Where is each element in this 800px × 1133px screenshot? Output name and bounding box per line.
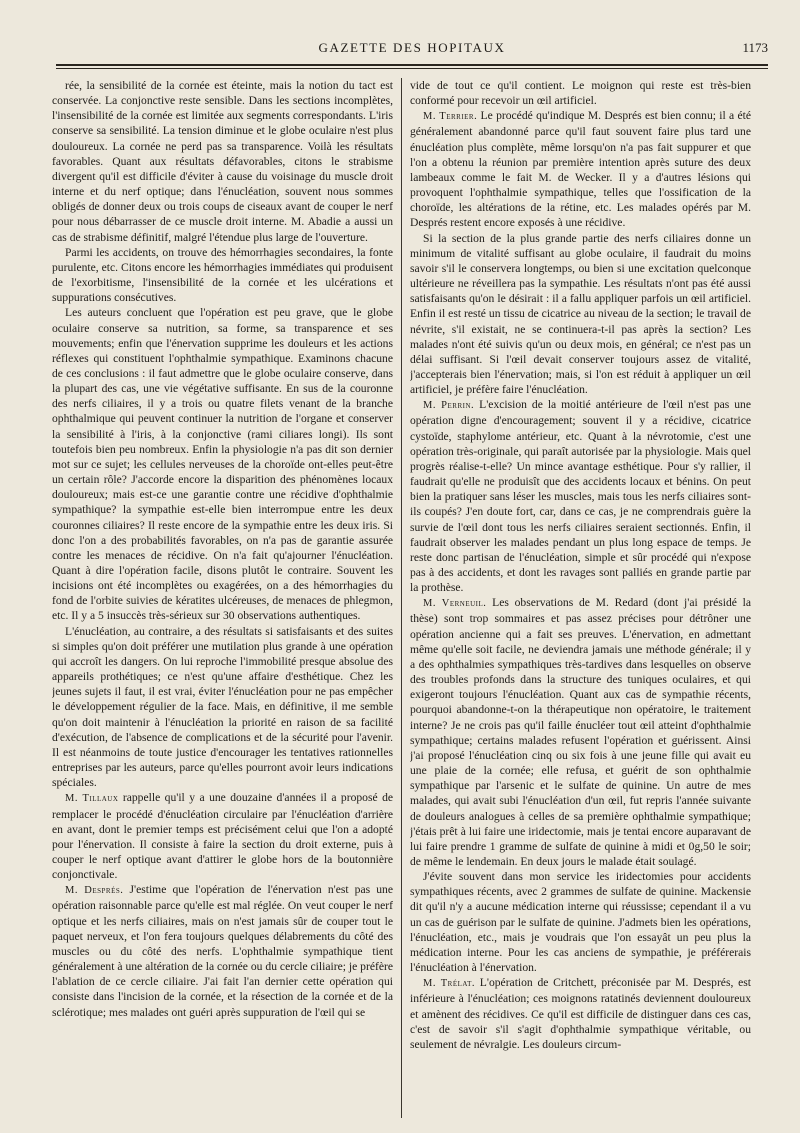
paragraph	[52, 624, 393, 791]
paragraph	[52, 245, 393, 306]
paragraph	[410, 869, 751, 975]
speaker-name: M. Perrin.	[423, 400, 475, 412]
speaker-name: M. Després.	[65, 885, 124, 897]
paragraph-text: rappelle qu'il y a une douzaine d'années il a proposé de remplacer le procédé d'énucléation circulaire par l'énucléation d'arrière en avant, dont le premier temps est précisément celui que l'on a adopté pour l'énervation. Il consiste à faire la section du droit externe, puis à couper le nerf optique avant d'attirer le globe hors de la boutonnière conjonctivale.	[52, 791, 393, 882]
column-divider	[401, 78, 402, 1118]
paragraph	[410, 108, 751, 230]
paragraph	[52, 882, 393, 1019]
paragraph-text: Les auteurs concluent que l'opération est peu grave, que le globe oculaire conserve sa nutrition, sa forme, sa transparence et ses mouvements; enfin que l'énervation supprime les douleurs et les actions réflexes qui constituent l'ophthalmie sympathique. Examinons chacune de ces conclusions : il faut admettre que le globe oculaire conserve, dans la plupart des cas, une vie végétative suffisante. En sus de la couronne des nerfs ciliaires, il y a trois ou quatre filets venant de la branche ophthalmique qui peuvent continuer la nutrition de l'organe et conserver la sensibilité à l'iris, à la conjonctive (rami ciliares longi). Ils sont toutefois bien peu nombreux. Enfin la physiologie n'a pas dit son dernier mot sur ce sujet; les cellules nerveuses de la choroïde ont-elles peut-être un certain rôle? J'accorde encore la disparition des phénomènes locaux douloureux; mais est-ce une garantie contre une récidive d'ophthalmie sympathique? la sympathie est-elle bien interrompue entre les deux couronnes ciliaires? Il reste encore de la sympathie entre les deux iris. Si donc l'on a des probabilités favorables, on n'a pas de garantie assurée contre les menaces de récidive. On n'a fait qu'ajourner l'énucléation. Quant à dire l'opération facile, disons plutôt le contraire. Souvent les incisions ont été incomplètes ou exagérées, on a des hémorrhagies du fond de l'orbite suivies de kératites ulcéreuses, de menaces de phlegmon, etc. Il y a 5 insuccès très-sérieux sur 30 observations authentiques.	[52, 306, 393, 623]
right-column	[410, 78, 751, 1118]
paragraph-text: Le procédé qu'indique M. Després est bien connu; il a été généralement abandonné parce qu'il faut souvent faire plus tard une énucléation plus complète, même lorsqu'on n'a pas fait suppurer et que l'on a obtenu la réunion par première intention après suture des deux lambeaux comme le fait M. de Wecker. Il y a d'autres lésions qui provoquent l'ophthalmie sympathique, telles que l'ossification de la choroïde, les altérations de la rétine, etc. Les malades opérés par M. Després restent encore exposés à une récidive.	[410, 109, 751, 230]
paragraph-text: rée, la sensibilité de la cornée est éteinte, mais la notion du tact est conservée. La conjonctive reste sensible. Dans les sections incomplètes, l'insensibilité de la cornée est limitée aux segments correspondants. L'iris conserve sa sensibilité. La tension diminue et le globe oculaire n'est plus douloureux. La cornée ne perd pas sa transparence. Voilà les résultats favorables. Quant aux résultats défavorables, citons le strabisme divergent qu'il est difficile d'éviter à cause du voisinage du muscle droit interne et du nerf optique; dans l'énucléation, souvent nous sommes obligés de donner deux ou trois coups de ciseaux avant de couper le nerf pour nous débarrasser de ce muscle droit interne. M. Abadie a aussi un cas de strabisme définitif, malgré l'étendue plus large de l'ouverture.	[52, 79, 393, 244]
paragraph	[52, 790, 393, 882]
paragraph	[410, 595, 751, 869]
paragraph	[410, 78, 751, 108]
paragraph-text: Les observations de M. Redard (dont j'ai présidé la thèse) sont trop sommaires et pas assez précises pour détrôner une opération ancienne qui a fait ses preuves. L'énervation, en admettant même qu'elle soit facile, ne deviendra jamais une méthode générale; il y a des ophthalmies sympathiques très-tardives dans lesquelles on observe des troubles profonds dans la structure des tuniques oculaires, et qui exigeront toujours l'énucléation. Quant aux cas de sympathie récents, pourquoi abandonne-t-on la thérapeutique non opératoire, le traitement interne? Je ne crois pas qu'il faille énucléer tout œil atteint d'ophthalmie sympathique; certains malades refusent l'opération et guérissent. Ainsi j'ai proposé l'énucléation cinq ou six fois à une jeune fille qui avait eu une plaie de la cornée; elle refusa, et guérit de son ophthalmie sympathique par l'arsenic et le sulfate de quinine. Un autre de mes malades, qui avait subi l'énucléation d'un œil, fut repris l'année suivante de douleurs analogues à celles de sa première ophthalmie sympathique; j'étais prêt à lui faire une iridectomie, mais je tentai encore auparavant de lui faire prendre 1 gramme de sulfate de quinine à midi et 0g,50 le soir; de même le lendemain. En deux jours le malade était soulagé.	[410, 596, 751, 868]
publication-title: GAZETTE DES HOPITAUX	[318, 40, 506, 55]
paragraph-text: L'opération de Critchett, préconisée par M. Després, est inférieure à l'énucléation; ces moignons ratatinés deviennent douloureux et amènent des récidives. Ce qu'il est difficile de distinguer dans ces cas, c'est de savoir s'il s'agit d'ophthalmie sympathique véritable, ou seulement de névralgie. Les douleurs circum-	[410, 976, 751, 1051]
left-column	[52, 78, 393, 1118]
paragraph	[52, 78, 393, 245]
paragraph-text: L'excision de la moitié antérieure de l'œil n'est pas une opération digne d'encouragement; souvent il y a récidive, cicatrice cystoïde, staphylome antérieur, etc. Quant à la névrotomie, c'est une opération très-originale, qui paraît autorisée par la physiologie. Mais quel progrès réalise-t-elle? Un mince avantage esthétique. Pour s'y rallier, il faudrait qu'elle ne produisît que des accidents locaux et bénins. On peut bien la pratiquer sans léser les muscles, mais tous les nerfs ciliaires sont-ils coupés? J'en doute fort, car, dans ce cas, je ne comprendrais guère la survie de l'œil dont tous les nerfs ciliaires seraient sectionnés. Enfin, il faudrait observer les malades pendant un plus long espace de temps. Je reste donc partisan de l'énucléation, simple et sûr procédé qui n'expose pas à des accidents, et dont les ravages sont palliés en grande partie par la prothèse.	[410, 398, 751, 595]
paragraph	[410, 397, 751, 595]
paragraph	[410, 231, 751, 398]
paragraph-text: L'énucléation, au contraire, a des résultats si satisfaisants et des suites si simples qu'on doit préférer une mutilation plus grande à une opération qui accroît les dangers. On lui reproche l'immobilité presque absolue des appareils prothétiques; ce n'est qu'une affaire d'esthétique. Chez les jeunes sujets il faut, il est vrai, éviter l'énucléation pour ne pas empêcher le développement régulier de la face. Mais, en définitive, il me semble qu'on doit maintenir à l'énucléation la priorité en raison de sa facilité d'exécution, de l'absence de complications et de la sécurité pour l'avenir. Il est néanmoins de toute justice d'encourager les tentatives rationnelles entreprises par les auteurs, parce qu'elles pourront avoir leurs indications spéciales.	[52, 624, 393, 790]
speaker-name: M. Trélat.	[423, 978, 476, 990]
header-rule-thick	[56, 64, 768, 66]
paragraph-text: J'estime que l'opération de l'énervation n'est pas une opération raisonnable parce qu'elle est mal réglée. On veut couper le nerf optique et les nerfs ciliaires, mais on n'est jamais sûr de couper tout le paquet nerveux, et l'on fera toujours quelques délabrements du côté des muscles ou du côté des nerfs. L'ophthalmie sympathique tient généralement à une altération de la cornée ou du cercle ciliaire; je préfère l'ablation de ce cercle ciliaire. J'ai fait l'an dernier cette opération qui consiste dans l'incision de la cornée, et la résection de la cornée et de la sclérotique; mes malades ont guéri après suppuration de l'œil qui se	[52, 883, 393, 1019]
speaker-name: M. Verneuil.	[423, 598, 487, 610]
header-rule-thin	[56, 68, 768, 69]
paragraph-text: J'évite souvent dans mon service les iridectomies pour accidents sympathiques récents, avec 2 grammes de sulfate de quinine. Mackensie dit qu'il n'y a aucune médication interne qui réussisse; cependant il a vu un cas de guérison par le sulfate de quinine. J'admets bien les opérations, l'énucléation, etc., mais je voudrais que l'on essayât un peu plus la médication interne. Pour les cas anciens de sympathie, je préférerais l'énucléation à l'énervation.	[410, 870, 751, 975]
page-header	[56, 40, 768, 60]
paragraph-text: Parmi les accidents, on trouve des hémorrhagies secondaires, la fonte purulente, etc. Citons encore les hémorrhagies immédiates qui produisent de l'exorbitisme, l'insensibilité de la cornée et les ulcérations et suppurations consécutives.	[52, 245, 393, 305]
speaker-name: M. Tillaux	[65, 793, 119, 805]
speaker-name: M. Terrier.	[423, 111, 478, 123]
paragraph	[52, 305, 393, 623]
paragraph	[410, 975, 751, 1052]
page-number: 1173	[742, 40, 768, 55]
paragraph-text: vide de tout ce qu'il contient. Le moignon qui reste est très-bien conformé pour recevoir un œil artificiel.	[410, 79, 751, 108]
paragraph-text: Si la section de la plus grande partie des nerfs ciliaires donne un minimum de vitalité suffisant au globe oculaire, il faudrait du moins savoir s'il le conservera longtemps, ou bien si une excitation quelconque ultérieure ne réveillera pas la sympathie. Les résultats n'ont pas été aussi satisfaisants qu'on le désirait : il a fallu appliquer parfois un œil artificiel. Enfin il est resté un tissu de cicatrice au niveau de la section; le travail de névrite, s'il existait, ne se continuera-t-il pas après la section? Les malades n'ont été suivis qu'un ou deux mois, en général; ce n'est pas un délai suffisant. Si l'œil devait conserver toujours assez de vitalité, j'accepterais bien l'énervation; mais, si l'on est réduit à appliquer un œil artificiel, je préfère faire l'énucléation.	[410, 231, 751, 397]
